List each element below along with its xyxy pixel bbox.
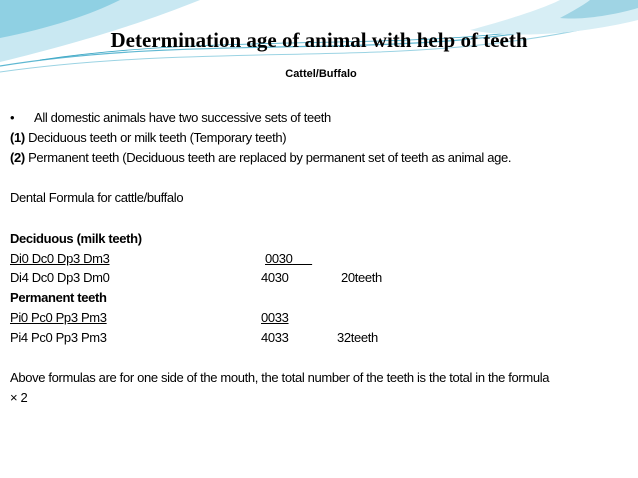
bullet-text: All domestic animals have two successive sets of teeth: [34, 110, 331, 125]
slide-title: Determination age of animal with help of teeth: [110, 28, 528, 52]
slide-subtitle: Cattel/Buffalo: [285, 68, 357, 80]
teeth-total: 20teeth: [341, 270, 382, 285]
list-number: (1): [10, 130, 25, 145]
bullet-icon: •: [10, 110, 15, 125]
formula-row: [10, 268, 632, 288]
formula-label: Di0 Dc0 Dp3 Dm3: [10, 251, 110, 266]
note-line: Above formulas are for one side of the mouth, the total number of the teeth is the total in the formula: [10, 370, 550, 385]
formula-row: [10, 328, 632, 348]
list-text: Permanent teeth (Deciduous teeth are replaced by permanent set of teeth as animal age.: [24, 150, 512, 165]
list-number: (2): [10, 150, 25, 165]
bullet-line: [10, 108, 331, 128]
list-text: Deciduous teeth or milk teeth (Temporary teeth): [24, 130, 287, 145]
teeth-total: 32teeth: [337, 330, 378, 345]
formula-value: 4030: [261, 270, 289, 285]
formula-label: Pi0 Pc0 Pp3 Pm3: [10, 310, 107, 325]
note-line: × 2: [10, 390, 28, 405]
list-item: [10, 128, 286, 148]
formula-value: 0033: [261, 310, 289, 325]
permanent-heading: Permanent teeth: [10, 290, 107, 305]
formula-value: 0030: [265, 251, 293, 266]
formula-label: Pi4 Pc0 Pp3 Pm3: [10, 330, 107, 345]
deciduous-heading: Deciduous (milk teeth): [10, 231, 142, 246]
formula-row: [10, 249, 632, 269]
formula-heading: Dental Formula for cattle/buffalo: [10, 190, 184, 205]
formula-label: Di4 Dc0 Dp3 Dm0: [10, 270, 110, 285]
formula-row: [10, 308, 632, 328]
formula-value: 4033: [261, 330, 289, 345]
list-item: [10, 148, 511, 168]
